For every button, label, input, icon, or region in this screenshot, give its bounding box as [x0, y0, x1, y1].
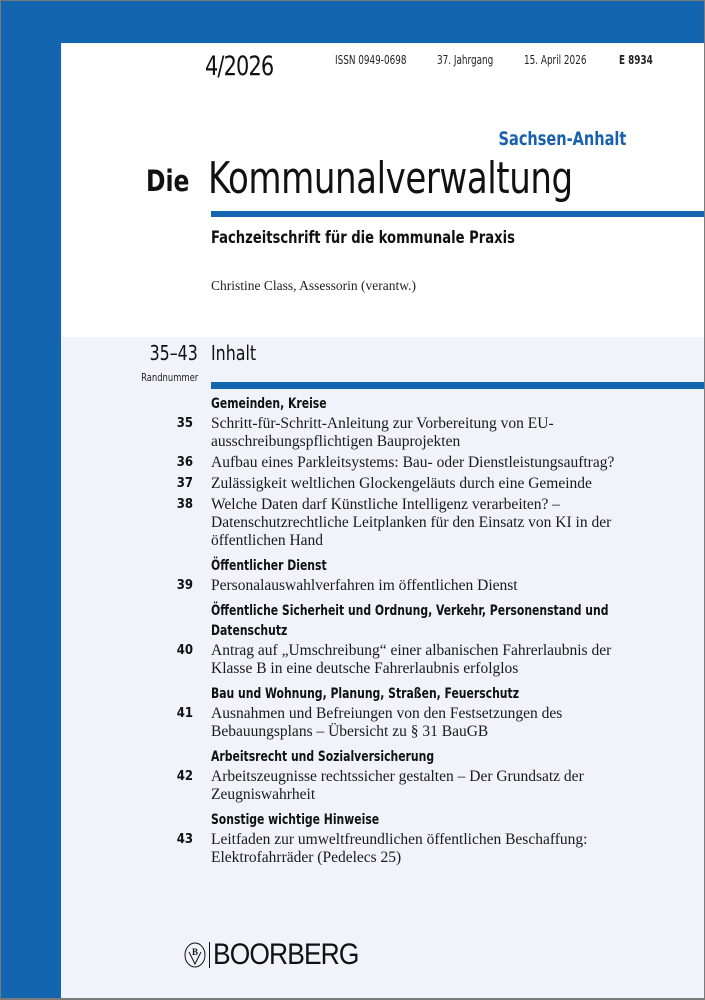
toc-entry[interactable] — [131, 415, 651, 451]
entry-title: Leitfaden zur umweltfreundlichen öffentlichen Beschaffung: Elektrofahrräder (Pedelecs 25) — [211, 831, 588, 866]
entry-title: Schritt-für-Schritt-Anleitung zur Vorbereitung von EU-ausschreibungspflichtigen Bauprojekten — [211, 415, 554, 450]
entry-number: 43 — [176, 832, 193, 847]
toc-entry[interactable] — [131, 642, 651, 678]
entry-title: Ausnahmen und Befreiungen von den Festsetzungen des Bebauungsplans – Übersicht zu § 31 BauGB — [211, 705, 563, 740]
toc-entry[interactable] — [131, 705, 651, 741]
margin-number-range: 35–43 — [149, 341, 198, 365]
magazine-title: Kommunalverwaltung — [208, 153, 573, 204]
entry-title: Arbeitszeugnisse rechtssicher gestalten – Der Grundsatz der Zeugniswahrheit — [211, 768, 584, 803]
entry-title: Aufbau eines Parkleitsystems: Bau- oder Dienstleistungsauftrag? — [211, 454, 615, 471]
section-heading: Arbeitsrecht und Sozialversicherung — [211, 749, 435, 765]
publisher-emblem-icon — [184, 942, 206, 968]
toc-entry[interactable] — [131, 831, 651, 867]
entry-number: 41 — [176, 706, 193, 721]
entry-number: 36 — [176, 455, 193, 470]
entry-number: 39 — [176, 578, 193, 593]
volume: 37. Jahrgang — [437, 53, 494, 67]
entry-title: Antrag auf „Umschreibung“ einer albanischen Fahrerlaubnis der Klasse B in eine deutsche Fahrerlaubnis erfolglos — [211, 642, 612, 677]
section-heading: Öffentlicher Dienst — [211, 558, 327, 574]
entry-title: Zulässigkeit weltlichen Glockengeläuts durch eine Gemeinde — [211, 475, 592, 492]
entry-number: 37 — [176, 476, 193, 491]
section-heading: Gemeinden, Kreise — [211, 396, 327, 412]
issue-number: 4/2026 — [205, 51, 274, 82]
logo-divider — [209, 942, 210, 968]
postal-code: E 8934 — [619, 53, 653, 67]
editor-credit: Christine Class, Assessorin (verantw.) — [211, 278, 416, 293]
title-rule — [211, 211, 704, 217]
entry-number: 35 — [176, 416, 193, 431]
margin-number-label: Randnummer — [140, 371, 198, 384]
entry-number: 40 — [176, 643, 193, 658]
contents-heading: Inhalt — [211, 341, 257, 365]
contents-rule — [211, 382, 704, 389]
left-blue-band — [1, 1, 61, 998]
issn: ISSN 0949-0698 — [335, 53, 407, 67]
section-heading: Bau und Wohnung, Planung, Straßen, Feuerschutz — [211, 686, 520, 702]
section-heading: Sonstige wichtige Hinweise — [211, 812, 380, 828]
magazine-subtitle: Fachzeitschrift für die kommunale Praxis — [211, 228, 515, 248]
publisher-name: BOORBERG — [213, 938, 359, 971]
toc-entry[interactable] — [131, 768, 651, 804]
table-of-contents — [131, 391, 651, 870]
entry-number: 42 — [176, 769, 193, 784]
toc-entry[interactable] — [131, 496, 651, 550]
toc-entry[interactable] — [131, 475, 651, 493]
entry-title: Welche Daten darf Künstliche Intelligenz verarbeiten? – Datenschutzrechtliche Leitplanken für den Einsatz von KI in der öffentlichen Hand — [211, 496, 612, 549]
region-label: Sachsen-Anhalt — [498, 128, 626, 150]
issue-date: 15. April 2026 — [524, 53, 587, 67]
toc-entry[interactable] — [131, 577, 651, 595]
section-heading: Öffentliche Sicherheit und Ordnung, Verkehr, Personenstand und Datenschutz — [211, 603, 609, 639]
title-prefix: Die — [146, 164, 190, 198]
magazine-cover — [1, 1, 704, 998]
entry-number: 38 — [176, 497, 193, 512]
toc-entry[interactable] — [131, 454, 651, 472]
svg-text:B: B — [191, 947, 199, 957]
top-blue-band — [1, 1, 704, 43]
entry-title: Personalauswahlverfahren im öffentlichen Dienst — [211, 577, 518, 594]
publisher-logo — [184, 938, 378, 972]
